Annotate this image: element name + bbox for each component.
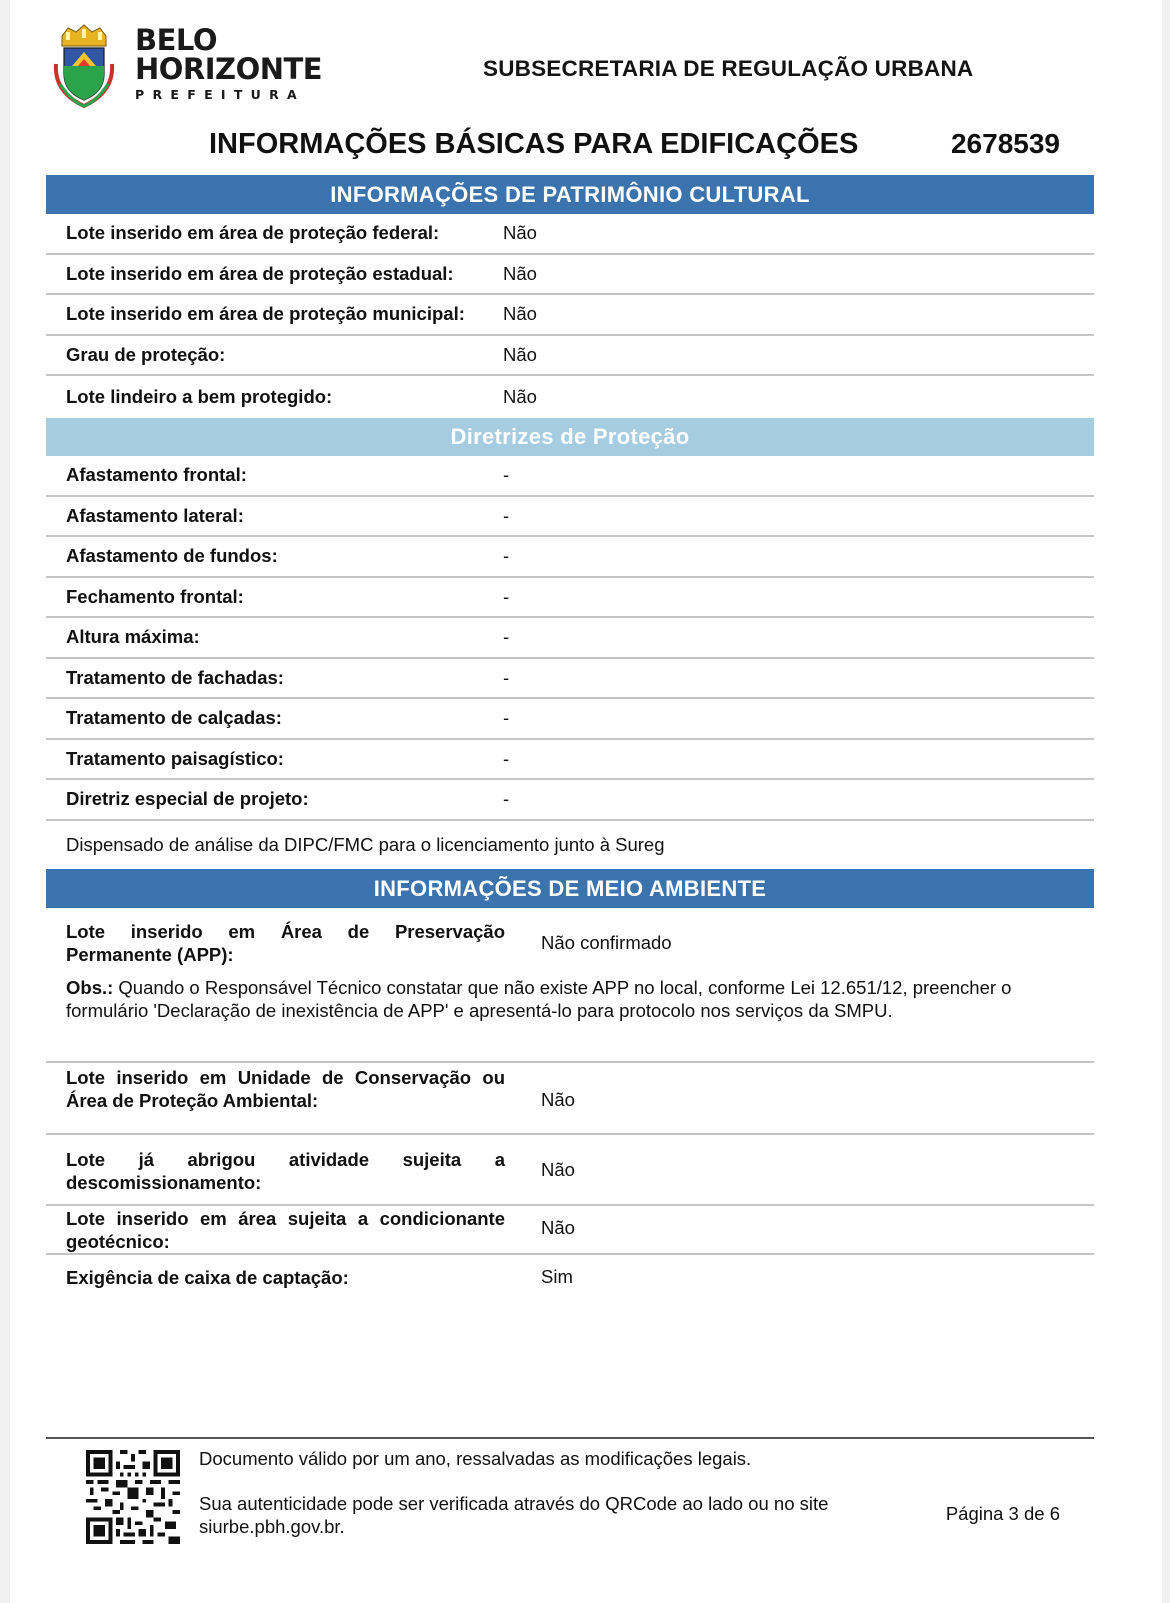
obs-prefix: Obs.: xyxy=(66,976,114,998)
row-value: - xyxy=(503,585,510,607)
table-row xyxy=(46,740,1094,781)
caixa-captacao-label: Exigência de caixa de captação: xyxy=(66,1266,349,1288)
row-value: - xyxy=(503,504,510,526)
app-row xyxy=(46,908,1094,1063)
table-row xyxy=(46,255,1094,296)
row-value: Não xyxy=(503,262,537,284)
table-row xyxy=(46,497,1094,538)
row-value: - xyxy=(503,626,510,648)
page-number: Página 3 de 6 xyxy=(945,1503,1060,1524)
row-label: Diretriz especial de projeto: xyxy=(66,788,309,810)
table-row xyxy=(46,780,1094,821)
row-label: Tratamento de fachadas: xyxy=(66,666,284,688)
patrimonio-banner: INFORMAÇÕES DE PATRIMÔNIO CULTURAL xyxy=(46,175,1094,214)
row-label: Lote lindeiro a bem protegido: xyxy=(66,386,333,407)
uc-value: Não xyxy=(541,1088,575,1110)
document-title: INFORMAÇÕES BÁSICAS PARA EDIFICAÇÕES xyxy=(209,128,859,160)
row-label: Grau de proteção: xyxy=(66,343,226,365)
diretrizes-note: Dispensado de análise da DIPC/FMC para o licenciamento junto à Sureg xyxy=(66,833,665,855)
qr-code-icon xyxy=(86,1450,180,1544)
uc-label: Lote inserido em Unidade de Conservação ou Área de Proteção Ambiental: xyxy=(66,1066,505,1111)
belo-horizonte-coat-of-arms-logo xyxy=(52,22,116,110)
row-value: - xyxy=(503,666,510,688)
row-value: Não xyxy=(503,222,537,244)
row-label: Lote inserido em área de proteção estadual: xyxy=(66,262,454,284)
row-value: Não xyxy=(503,343,537,365)
caixa-captacao-value: Sim xyxy=(541,1265,573,1287)
descomissionamento-value: Não xyxy=(541,1158,575,1180)
table-row xyxy=(46,578,1094,619)
row-value: - xyxy=(503,545,510,567)
row-label: Lote inserido em área de proteção federal: xyxy=(66,222,440,244)
row-label: Tratamento de calçadas: xyxy=(66,707,282,729)
table-row xyxy=(46,336,1094,377)
table-row xyxy=(46,618,1094,659)
row-label: Lote inserido em área de proteção municipal: xyxy=(66,303,465,325)
row-label: Afastamento de fundos: xyxy=(66,545,278,567)
meio-ambiente-banner: INFORMAÇÕES DE MEIO AMBIENTE xyxy=(46,869,1094,908)
table-row xyxy=(46,456,1094,497)
row-value: - xyxy=(503,707,510,729)
table-row xyxy=(46,659,1094,700)
geotecnico-row xyxy=(46,1206,1094,1255)
document-number: 2678539 xyxy=(950,128,1060,159)
app-observation xyxy=(66,976,1076,1022)
row-label: Altura máxima: xyxy=(66,626,200,648)
obs-text: Quando o Responsável Técnico constatar que não existe APP no local, conforme Lei 12.651/12, preencher o formulário 'Declaração de inexistência de APP' e apresentá-lo para protocolo nos serviços da SMPU. xyxy=(66,976,1012,1021)
brand-line-belo: BELO xyxy=(135,23,218,57)
geotecnico-label: Lote inserido em área sujeita a condicionante geotécnico: xyxy=(66,1207,505,1252)
descomissionamento-row xyxy=(46,1135,1094,1206)
descomissionamento-label: Lote já abrigou atividade sujeita a descomissionamento: xyxy=(66,1148,505,1193)
app-label: Lote inserido em Área de Preservação Permanente (APP): xyxy=(66,920,505,965)
row-label: Afastamento lateral: xyxy=(66,504,244,526)
row-value: Não xyxy=(503,303,537,325)
subsecretaria-heading: SUBSECRETARIA DE REGULAÇÃO URBANA xyxy=(483,56,974,81)
brand-line-horizonte: HORIZONTE xyxy=(135,52,323,86)
row-value: - xyxy=(503,464,510,486)
table-row xyxy=(46,699,1094,740)
caixa-captacao-row xyxy=(46,1255,1094,1301)
app-value: Não confirmado xyxy=(541,931,672,953)
row-value: - xyxy=(503,747,510,769)
diretrizes-banner: Diretrizes de Proteção xyxy=(46,418,1094,456)
table-row xyxy=(46,214,1094,255)
row-value: - xyxy=(503,788,510,810)
footer-authenticity-text: Sua autenticidade pode ser verificada através do QRCode ao lado ou no site siurbe.pbh.gov.br. xyxy=(199,1493,829,1537)
geotecnico-value: Não xyxy=(541,1216,575,1238)
document-page xyxy=(10,0,1162,1603)
brand-line-prefeitura: PREFEITURA xyxy=(135,87,306,102)
content-table xyxy=(46,175,1094,1301)
footer-validity-text: Documento válido por um ano, ressalvadas as modificações legais. xyxy=(199,1448,752,1469)
table-row xyxy=(46,295,1094,336)
table-row xyxy=(46,376,1094,418)
row-label: Tratamento paisagístico: xyxy=(66,747,284,769)
row-label: Fechamento frontal: xyxy=(66,585,244,607)
table-row xyxy=(46,537,1094,578)
row-value: Não xyxy=(503,386,537,407)
footer-divider xyxy=(46,1437,1094,1439)
prefeitura-brand xyxy=(135,23,323,102)
uc-row xyxy=(46,1063,1094,1135)
row-label: Afastamento frontal: xyxy=(66,464,247,486)
